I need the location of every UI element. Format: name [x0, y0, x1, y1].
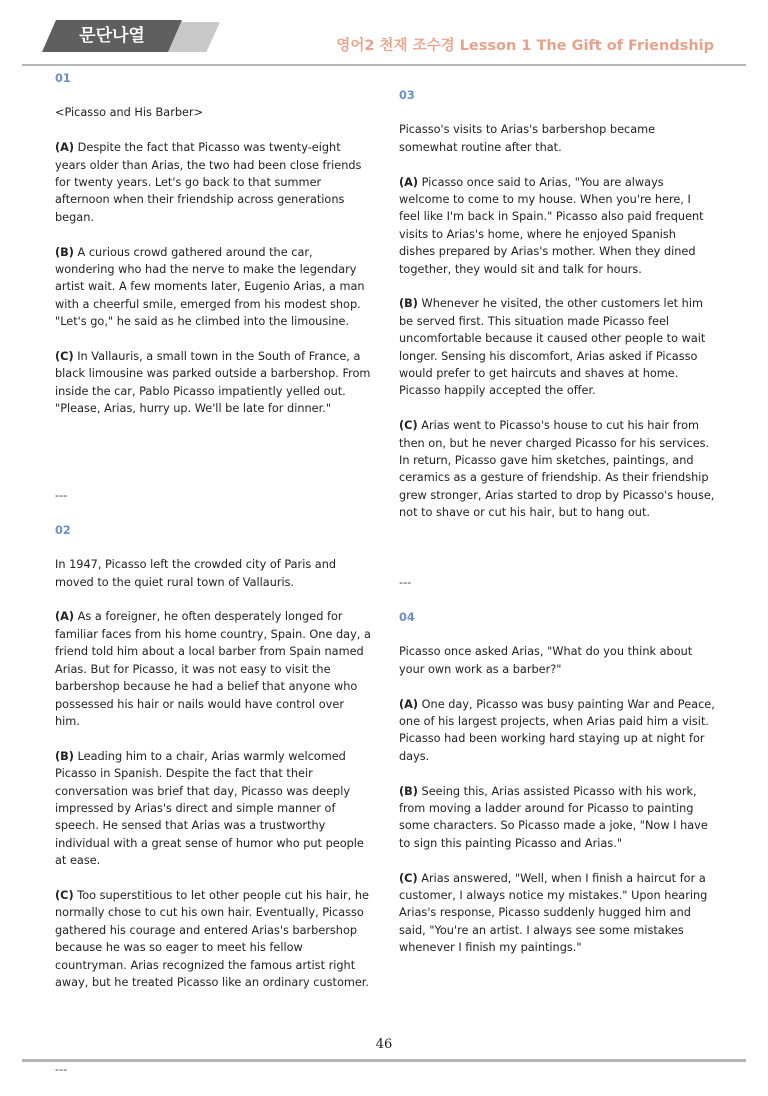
paragraph-label: (A): [399, 697, 419, 711]
section-number-04: 04: [399, 610, 415, 624]
paragraph-label: (C): [55, 888, 74, 902]
paragraph-label: (A): [55, 141, 75, 155]
page-number: 46: [375, 1037, 393, 1052]
paragraph-04-b: [399, 783, 715, 853]
spacer: [55, 435, 371, 487]
paragraph-text: As a foreigner, he often desperately longed for familiar faces from his home country, Spain. One day, a friend told him about a local barber from Spain named Arias. But for Picasso, it was not easy to visit the barbershop because he had a belief that anyone who possessed his hair or nails would have control over him.: [55, 610, 371, 728]
left-column: [55, 70, 371, 1096]
paragraph-label: (B): [399, 297, 418, 311]
section-separator: ---: [55, 1062, 68, 1076]
section-number-03: 03: [399, 89, 415, 102]
paragraph-text: Picasso once said to Arias, "You are always welcome to come to my house. When you're here, I feel like I'm back in Spain." Picasso also paid frequent visits to Arias's home, where he enjoyed Spanish dishes prepared by Arias's mother. When they dined together, they would sit and talk for hours.: [399, 175, 704, 276]
paragraph-03-b: [399, 295, 715, 399]
paragraph-label: (B): [399, 784, 418, 798]
paragraph-04-intro: Picasso once asked Arias, "What do you think about your own work as a barber?": [399, 645, 693, 676]
paragraph-label: (C): [399, 871, 418, 885]
paragraph-02-c: [55, 887, 371, 991]
paragraph-label: (A): [55, 610, 75, 624]
paragraph-text: Too superstitious to let other people cut his hair, he normally chose to cut his own hair. Eventually, Picasso gathered his courage and entered Arias's barbershop because he was so eager to meet his fellow countryman. Arias recognized the famous artist right away, but he treated Picasso like an ordinary customer.: [55, 888, 370, 989]
paragraph-text: Arias went to Picasso's house to cut his hair from then on, but he never charged Picasso for his services. In return, Picasso gave him sketches, paintings, and ceramics as a gesture of friendship. As their friendship grew stronger, Arias started to drop by Picasso's house, not to shave or cut his hair, but to hang out.: [399, 419, 715, 520]
paragraph-label: (A): [399, 175, 419, 189]
paragraph-02-intro: In 1947, Picasso left the crowded city of Paris and moved to the quiet rural town of Vallauris.: [55, 558, 337, 589]
paragraph-text: Arias answered, "Well, when I finish a haircut for a customer, I always notice my mistakes." Upon hearing Arias's response, Picasso suddenly hugged him and said, "You're an artist. I always see some mistakes whenever I finish my paintings.": [399, 871, 708, 955]
paragraph-01-a: [55, 139, 371, 226]
passage-heading: <Picasso and His Barber>: [55, 106, 204, 120]
paragraph-text: In Vallauris, a small town in the South of France, a black limousine was parked outside a barbershop. From inside the car, Pablo Picasso impatiently yelled out. "Please, Arias, hurry up. We'll be late for dinner.": [55, 350, 371, 416]
paragraph-03-intro: Picasso's visits to Arias's barbershop became somewhat routine after that.: [399, 123, 656, 154]
section-separator: ---: [399, 576, 412, 590]
paragraph-label: (B): [55, 749, 74, 763]
paragraph-02-a: [55, 608, 371, 730]
paragraph-03-a: [399, 174, 715, 278]
paragraph-label: (C): [399, 419, 418, 433]
section-number-02: 02: [55, 523, 71, 537]
paragraph-label: (C): [55, 350, 74, 364]
paragraph-03-c: [399, 417, 715, 521]
paragraph-text: A curious crowd gathered around the car, wondering who had the nerve to make the legendary artist wait. A few moments later, Eugenio Arias, a man with a cheerful smile, emerged from his modest shop. "Let's go," he said as he climbed into the limousine.: [55, 245, 365, 329]
footer-divider: [22, 1059, 746, 1062]
paragraph-label: (B): [55, 245, 74, 259]
header-divider: [22, 64, 746, 66]
paragraph-text: One day, Picasso was busy painting War and Peace, one of his largest projects, when Arias paid him a visit. Picasso had been working hard staying up at night for days.: [399, 697, 715, 763]
header-title: 영어2 천재 조수경 Lesson 1 The Gift of Friendship: [336, 38, 714, 54]
paragraph-text: Whenever he visited, the other customers let him be served first. This situation made Picasso feel uncomfortable because it caused other people to wait longer. Sensing his discomfort, Arias asked if Picasso would prefer to get haircuts and shaves at home. Picasso happily accepted the offer.: [399, 297, 706, 398]
right-column: [399, 87, 715, 974]
paragraph-02-b: [55, 748, 371, 870]
paragraph-04-a: [399, 696, 715, 766]
paragraph-04-c: [399, 870, 715, 957]
paragraph-text: Leading him to a chair, Arias warmly welcomed Picasso in Spanish. Despite the fact that their conversation was brief that day, Picasso was deeply impressed by Arias's direct and simple manner of speech. He sensed that Arias was a trustworthy individual with a great sense of humor who put people at ease.: [55, 749, 364, 868]
section-tab-label: 문단나열: [79, 26, 145, 46]
paragraph-01-c: [55, 348, 371, 418]
paragraph-text: Seeing this, Arias assisted Picasso with his work, from moving a ladder around for Picasso to painting some characters. So Picasso made a joke, "Now I have to sign this painting Picasso and Arias.": [399, 784, 708, 850]
section-number-01: 01: [55, 72, 71, 85]
section-separator: ---: [55, 489, 68, 503]
paragraph-text: Despite the fact that Picasso was twenty-eight years older than Arias, the two had been close friends for twenty years. Let's go back to that summer afternoon when their friendship across generations began.: [55, 141, 362, 224]
spacer: [399, 539, 715, 574]
spacer: [55, 1009, 371, 1061]
paragraph-01-b: [55, 244, 371, 331]
page-header: [0, 0, 768, 72]
